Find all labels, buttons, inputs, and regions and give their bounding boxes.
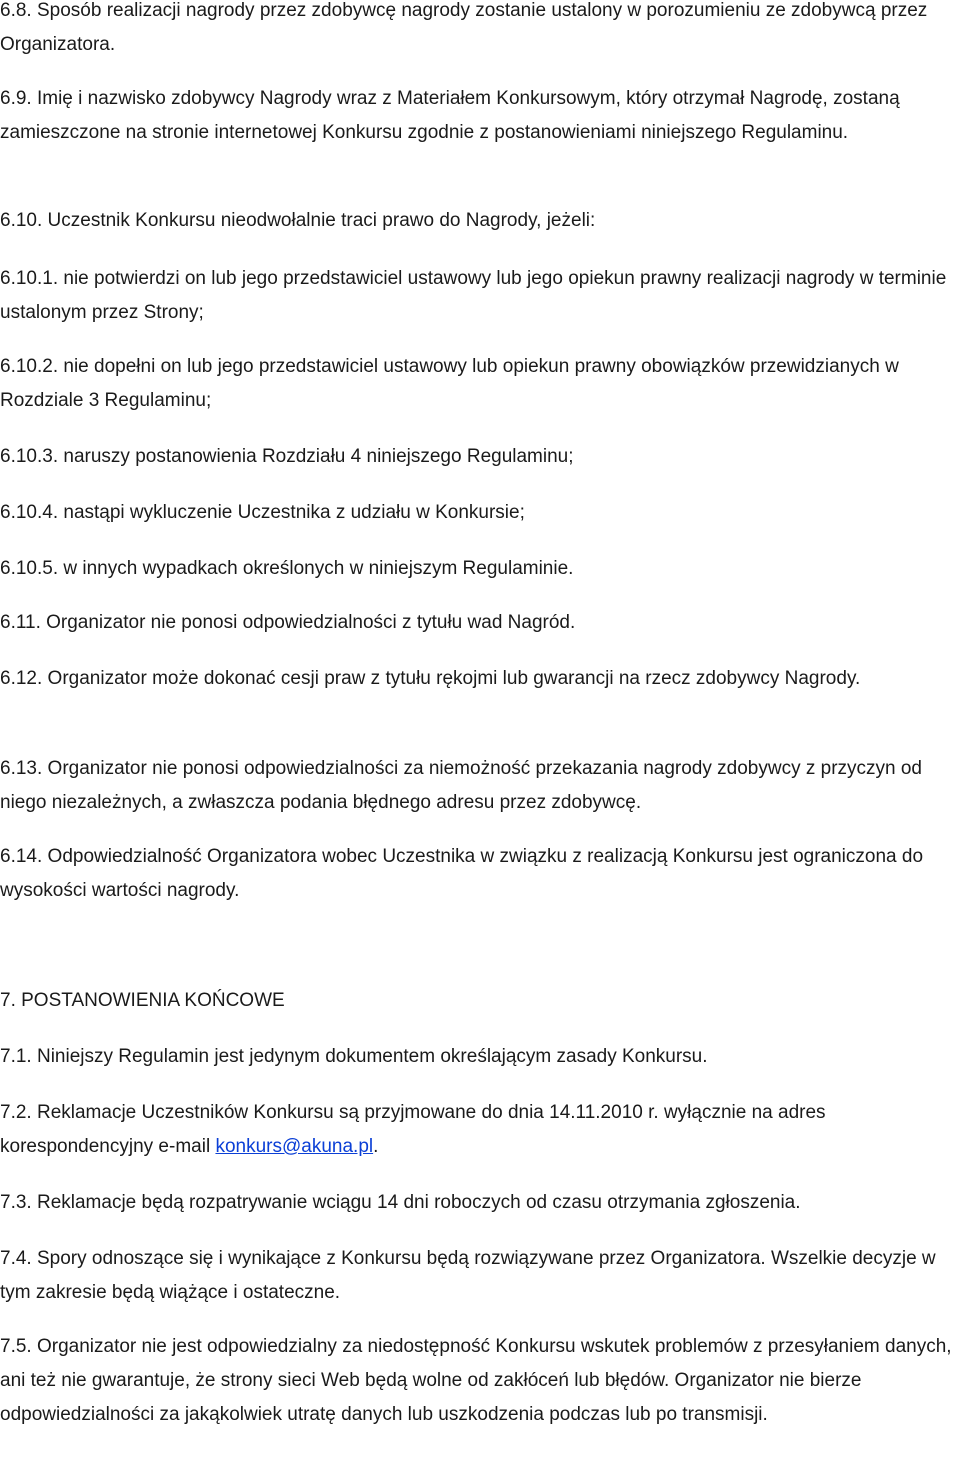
paragraph-7-2 [0,1096,955,1164]
paragraph-6-8: 6.8. Sposób realizacji nagrody przez zdobywcę nagrody zostanie ustalony w porozumieniu ze zdobywcą przez Organizatora. [0,0,928,55]
paragraph-6-10: 6.10. Uczestnik Konkursu nieodwołalnie traci prawo do Nagrody, jeżeli: [0,210,596,231]
email-link[interactable]: konkurs@akuna.pl [215,1136,374,1157]
paragraph-6-10-1: 6.10.1. nie potwierdzi on lub jego przedstawiciel ustawowy lub jego opiekun prawny realizacji nagrody w terminie ustalonym przez Strony; [0,268,947,323]
paragraph-6-10-5: 6.10.5. w innych wypadkach określonych w niniejszym Regulaminie. [0,558,574,579]
paragraph-6-12: 6.12. Organizator może dokonać cesji praw z tytułu rękojmi lub gwarancji na rzecz zdobywcy Nagrody. [0,668,861,689]
paragraph-7-2-text: 7.2. Reklamacje Uczestników Konkursu są przyjmowane do dnia 14.11.2010 r. wyłącznie na adres korespondencyjny e-mail [0,1102,826,1157]
paragraph-6-10-2: 6.10.2. nie dopełni on lub jego przedstawiciel ustawowy lub opiekun prawny obowiązków przewidzianych w Rozdziale 3 Regulaminu; [0,356,899,411]
paragraph-6-11: 6.11. Organizator nie ponosi odpowiedzialności z tytułu wad Nagród. [0,612,576,633]
paragraph-6-10-3: 6.10.3. naruszy postanowienia Rozdziału 4 niniejszego Regulaminu; [0,446,574,467]
paragraph-6-9: 6.9. Imię i nazwisko zdobywcy Nagrody wraz z Materiałem Konkursowym, który otrzymał Nagrodę, zostaną zamieszczone na stronie internetowej Konkursu zgodnie z postanowieniami niniejszego Regulaminu. [0,88,900,143]
paragraph-7-2-end: . [373,1136,379,1157]
paragraph-6-14: 6.14. Odpowiedzialność Organizatora wobec Uczestnika w związku z realizacją Konkursu jest ograniczona do wysokości wartości nagrody. [0,846,924,901]
paragraph-6-10-4: 6.10.4. nastąpi wykluczenie Uczestnika z udziału w Konkursie; [0,502,525,523]
paragraph-7-3: 7.3. Reklamacje będą rozpatrywanie wciągu 14 dni roboczych od czasu otrzymania zgłoszenia. [0,1192,801,1213]
section-heading-7: 7. POSTANOWIENIA KOŃCOWE [0,990,285,1011]
paragraph-7-1: 7.1. Niniejszy Regulamin jest jedynym dokumentem określającym zasady Konkursu. [0,1046,708,1067]
paragraph-7-4: 7.4. Spory odnoszące się i wynikające z Konkursu będą rozwiązywane przez Organizatora. Wszelkie decyzje w tym zakresie będą wiążące i ostateczne. [0,1248,936,1303]
paragraph-6-13: 6.13. Organizator nie ponosi odpowiedzialności za niemożność przekazania nagrody zdobywcy z przyczyn od niego niezależnych, a zwłaszcza podania błędnego adresu przez zdobywcę. [0,758,923,813]
paragraph-7-5: 7.5. Organizator nie jest odpowiedzialny za niedostępność Konkursu wskutek problemów z przesyłaniem danych, ani też nie gwarantuje, że strony sieci Web będą wolne od zakłóceń lub błędów. Organizator nie bierze odpowiedzialności za jakąkolwiek utratę danych lub uszkodzenia podczas lub po transmisji. [0,1336,952,1425]
